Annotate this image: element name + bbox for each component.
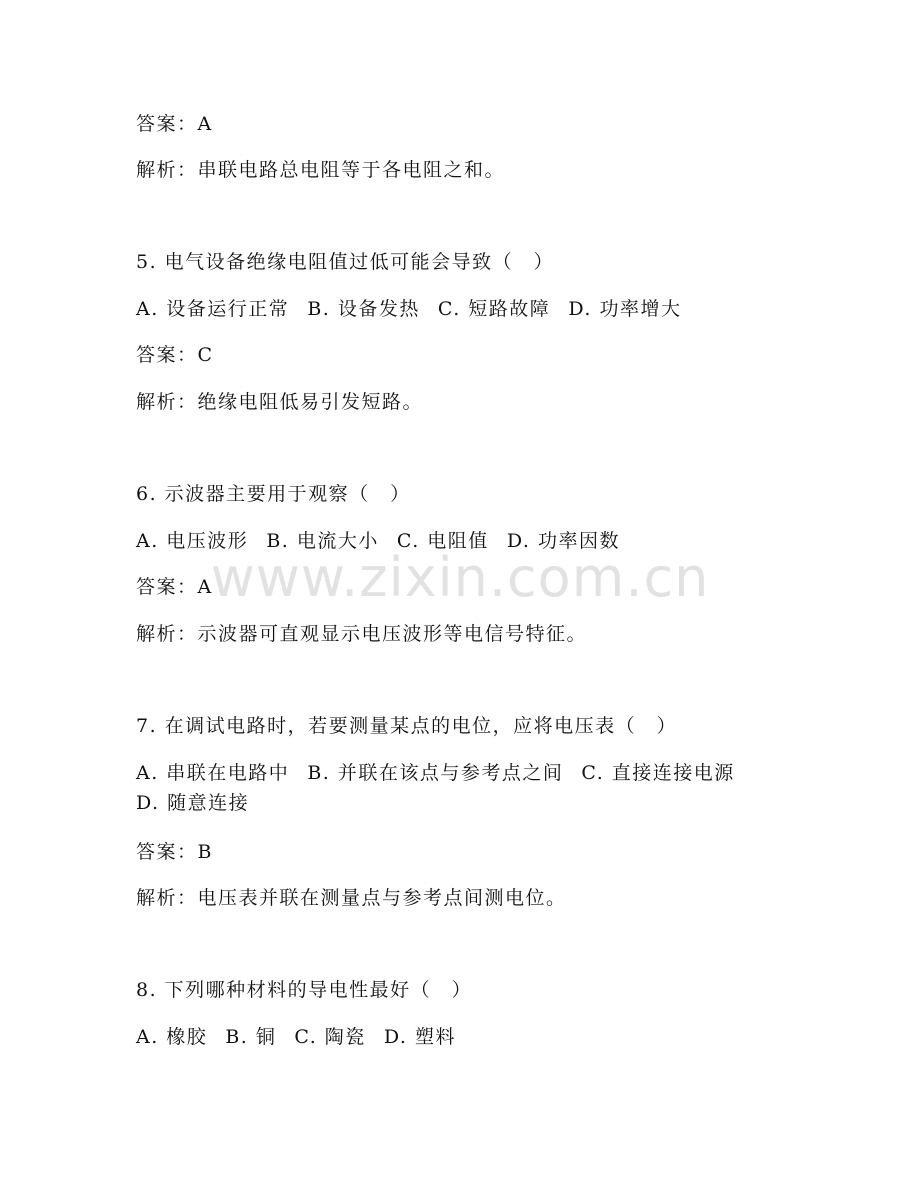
q5-question: 5. 电气设备绝缘电阻值过低可能会导致（ ） [136, 251, 555, 273]
q5-option-d: D. 功率增大 [568, 298, 682, 320]
q7-option-a: A. 串联在电路中 [136, 762, 290, 784]
q7-option-b: B. 并联在该点与参考点之间 [307, 762, 564, 784]
q8-option-b: B. 铜 [225, 1026, 277, 1048]
q5-analysis: 解析：绝缘电阻低易引发短路。 [136, 391, 424, 413]
q7-answer: 答案：B [136, 841, 213, 863]
q5-option-b: B. 设备发热 [307, 298, 420, 320]
q6-option-d: D. 功率因数 [506, 530, 620, 552]
q4-analysis: 解析：串联电路总电阻等于各电阻之和。 [136, 159, 506, 181]
q5-options [136, 297, 681, 321]
q8-option-c: C. 陶瓷 [294, 1026, 366, 1048]
q8-question: 8. 下列哪种材料的导电性最好（ ） [136, 979, 473, 1001]
q7-options-line1 [136, 761, 735, 785]
q8-option-d: D. 塑料 [383, 1026, 456, 1048]
watermark: www.zixin.com.cn [210, 546, 710, 609]
q8-options [136, 1025, 456, 1049]
q7-question: 7. 在调试电路时，若要测量某点的电位，应将电压表（ ） [136, 715, 678, 737]
q5-option-a: A. 设备运行正常 [136, 298, 290, 320]
q5-option-c: C. 短路故障 [437, 298, 551, 320]
q7-option-c: C. 直接连接电源 [581, 762, 735, 784]
q5-answer: 答案：C [136, 344, 214, 366]
q7-option-d: D. 随意连接 [136, 792, 250, 814]
q6-option-a: A. 电压波形 [136, 530, 249, 552]
q6-answer: 答案：A [136, 576, 213, 598]
q6-question: 6. 示波器主要用于观察（ ） [136, 483, 411, 505]
q6-option-c: C. 电阻值 [396, 530, 489, 552]
q4-answer: 答案：A [136, 113, 213, 135]
q7-analysis: 解析：电压表并联在测量点与参考点间测电位。 [136, 887, 567, 909]
q8-option-a: A. 橡胶 [136, 1026, 208, 1048]
q6-analysis: 解析：示波器可直观显示电压波形等电信号特征。 [136, 623, 588, 645]
q6-option-b: B. 电流大小 [266, 530, 379, 552]
